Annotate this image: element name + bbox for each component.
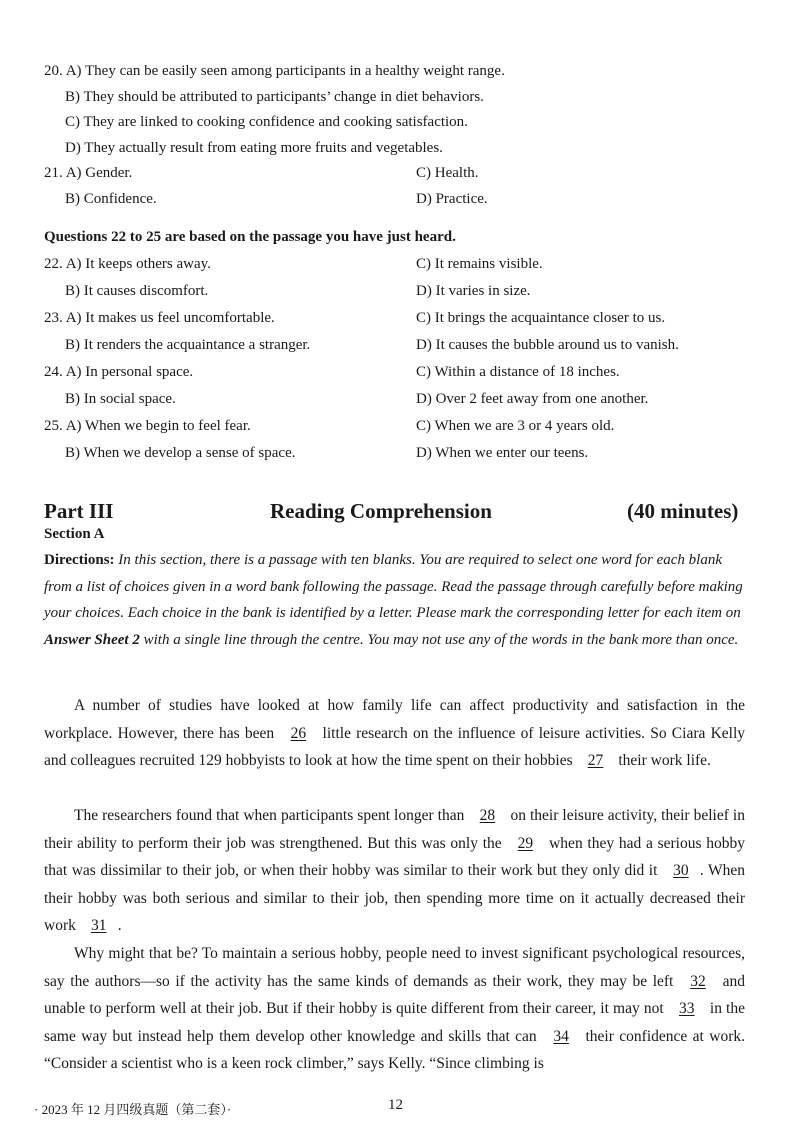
blank-27: 27 — [587, 752, 604, 769]
q25-option-c: C) When we are 3 or 4 years old. — [416, 418, 615, 434]
q22-option-a: 22. A) It keeps others away. — [44, 256, 211, 272]
blank-26: 26 — [290, 724, 307, 742]
q23-option-c: C) It brings the acquaintance closer to us. — [416, 310, 666, 326]
page-number: 12 — [388, 1097, 403, 1113]
q22-option-d: D) It varies in size. — [416, 283, 531, 299]
answer-sheet-ref: Answer Sheet 2 — [44, 631, 140, 648]
q23-option-d: D) It causes the bubble around us to vanish. — [416, 337, 679, 353]
directions-label: Directions: — [44, 552, 115, 568]
directions: Directions: In this section, there is a passage with ten blanks. You are required to select one word for each blank from a list of choices given in a word bank following the passage. Read the passage through carefully before making your choices. Each choice in the bank is identified by a letter. Please mark the corresponding letter for each item on Answer Sheet 2 with a single line through the centre. You may not use any of the words in the bank more than once. — [44, 552, 743, 648]
q21-option-b: B) Confidence. — [65, 191, 157, 207]
blank-32: 32 — [690, 972, 706, 990]
q20-option-a: 20. A) They can be easily seen among participants in a healthy weight range. — [44, 63, 505, 79]
blank-28: 28 — [479, 807, 496, 824]
q22-option-c: C) It remains visible. — [416, 256, 543, 272]
q20-option-d: D) They actually result from eating more fruits and vegetables. — [65, 140, 443, 156]
q24-option-a: 24. A) In personal space. — [44, 364, 194, 380]
part-time: (40 minutes) — [627, 499, 739, 523]
blank-33: 33 — [679, 1000, 695, 1017]
q23-option-b: B) It renders the acquaintance a stranger. — [65, 337, 311, 353]
blank-34: 34 — [553, 1027, 569, 1045]
passage-paragraph-1: A number of studies have looked at how family life can affect productivity and satisfaction in the workplace. However, there has been 26 little research on the influence of leisure activities. So Ciara Kelly and colleagues recruited 129 hobbyists to look at how the time spent on their hobbies 27 their work life. — [44, 692, 745, 775]
part-label: Part III — [44, 499, 114, 523]
passage-header: Questions 22 to 25 are based on the passage you have just heard. — [44, 229, 456, 245]
blank-31: 31 — [90, 917, 107, 934]
q21-option-c: C) Health. — [416, 165, 479, 181]
q21-option-a: 21. A) Gender. — [44, 165, 133, 181]
part-title: Reading Comprehension — [270, 499, 492, 523]
blank-30: 30 — [673, 862, 689, 879]
passage-paragraph-2: The researchers found that when participants spent longer than 28 on their leisure activity, their belief in their ability to perform their job was strengthened. But this was only the 29 when they had a serious hobby that was dissimilar to their job, or when their hobby was similar to their work but they only did it 30 . When their hobby was both serious and similar to their job, then spending more time on it actually decreased their work 31 . — [44, 802, 745, 940]
q25-option-a: 25. A) When we begin to feel fear. — [44, 418, 251, 434]
section-label: Section A — [44, 526, 105, 542]
q24-option-b: B) In social space. — [65, 391, 176, 407]
q22-option-b: B) It causes discomfort. — [65, 283, 209, 299]
q24-option-c: C) Within a distance of 18 inches. — [416, 364, 620, 380]
q20-option-b: B) They should be attributed to participants’ change in diet behaviors. — [65, 89, 484, 105]
q21-option-d: D) Practice. — [416, 191, 488, 207]
q23-option-a: 23. A) It makes us feel uncomfortable. — [44, 310, 275, 326]
q25-option-d: D) When we enter our teens. — [416, 445, 589, 461]
blank-29: 29 — [517, 834, 534, 852]
q24-option-d: D) Over 2 feet away from one another. — [416, 391, 649, 407]
q25-option-b: B) When we develop a sense of space. — [65, 445, 296, 461]
passage-paragraph-3: Why might that be? To maintain a serious hobby, people need to invest significant psychological resources, say the authors—so if the activity has the same kinds of demands as their work, they may be left 32 and unable to perform well at their job. But if their hobby is quite different from their career, it may not 33 in the same way but instead help them develop other knowledge and skills that can 34 their confidence at work. “Consider a scientist who is a keen rock climber,” says Kelly. “Since climbing is — [44, 945, 745, 1072]
footer-source: · 2023 年 12 月四级真题（第二套）· — [34, 1102, 232, 1117]
q20-option-c: C) They are linked to cooking confidence and cooking satisfaction. — [65, 114, 468, 130]
